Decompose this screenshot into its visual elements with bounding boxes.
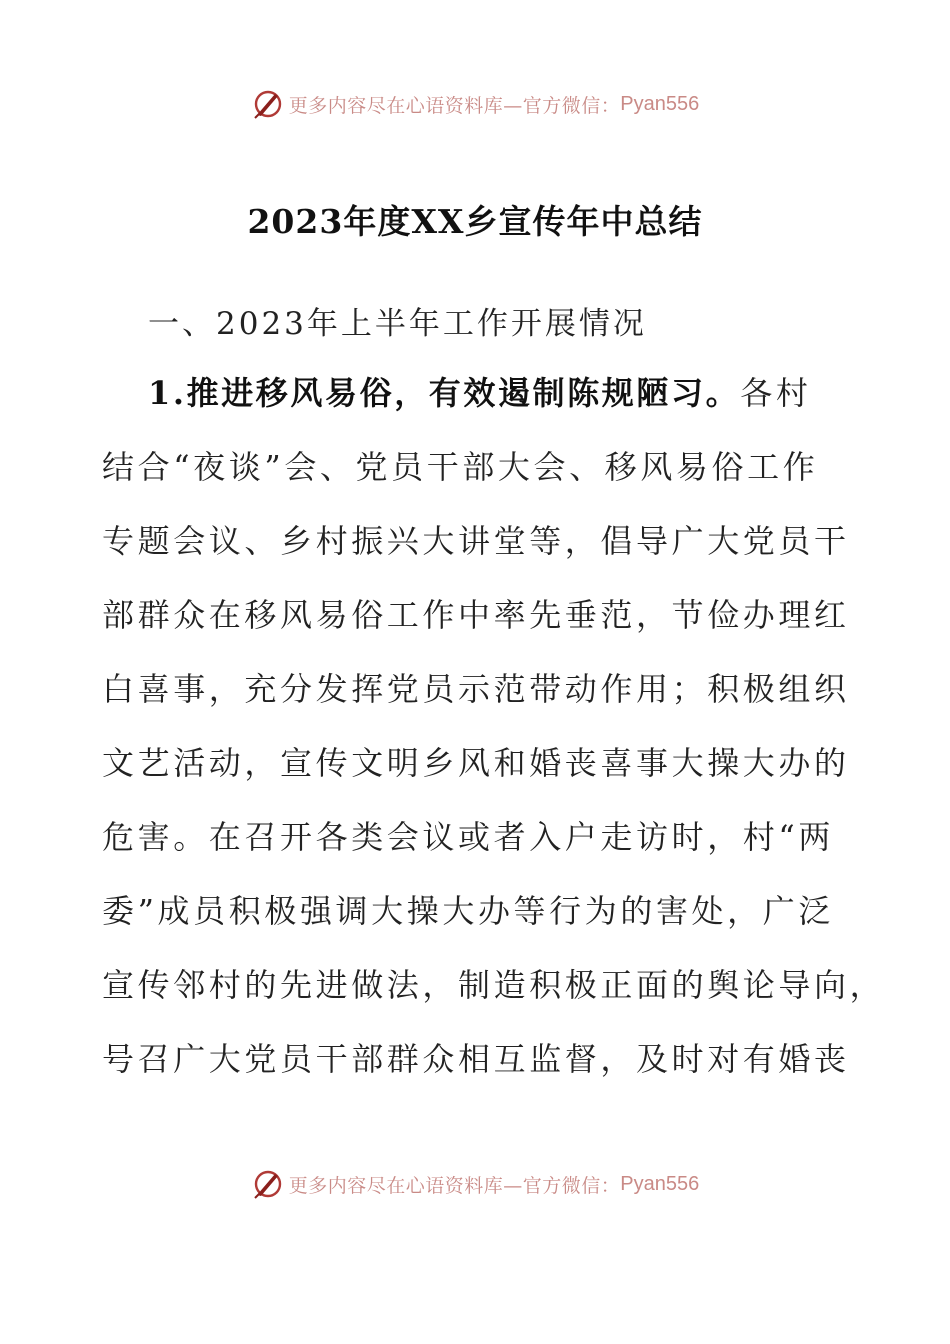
document-title: 2023年度XX乡宣传年中总结: [247, 202, 703, 241]
paragraph-line: 白喜事，充分发挥党员示范带动作用；积极组织: [102, 670, 850, 708]
paragraph-line: 号召广大党员干部群众相互监督，及时对有婚丧: [102, 1040, 850, 1078]
quill-circle-logo-icon: [251, 1167, 285, 1201]
paragraph-line: 危害。在召开各类会议或者入户走访时，村“两: [102, 818, 834, 856]
watermark-text: 更多内容尽在心语资料库—官方微信：: [288, 1174, 621, 1197]
paragraph-line: 宣传邻村的先进做法，制造积极正面的舆论导向，: [102, 966, 886, 1004]
footer-watermark: [0, 1162, 950, 1206]
paragraph-line-text: 各村: [740, 374, 812, 412]
section-heading: 一、2023年上半年工作开展情况: [148, 306, 647, 342]
watermark-wechat-id: Pyan556: [620, 92, 700, 115]
paragraph-line: 文艺活动，宣传文明乡风和婚丧喜事大操大办的: [102, 744, 850, 782]
paragraph-line: [102, 356, 850, 430]
watermark-wechat-id: Pyan556: [620, 1172, 700, 1195]
paragraph-lead-bold: 1.推进移风易俗，有效遏制陈规陋习。: [148, 374, 741, 412]
paragraph-line: 专题会议、乡村振兴大讲堂等，倡导广大党员干: [102, 522, 850, 560]
paragraph-line: 委”成员积极强调大操大办等行为的害处，广泛: [102, 892, 834, 930]
header-watermark: [0, 82, 950, 126]
quill-circle-logo-icon: [251, 87, 285, 121]
paragraph-line: 部群众在移风易俗工作中率先垂范，节俭办理红: [102, 596, 850, 634]
body-paragraph: [102, 356, 886, 1096]
watermark-text: 更多内容尽在心语资料库—官方微信：: [288, 94, 621, 117]
paragraph-line: 结合“夜谈”会、党员干部大会、移风易俗工作: [102, 448, 819, 486]
